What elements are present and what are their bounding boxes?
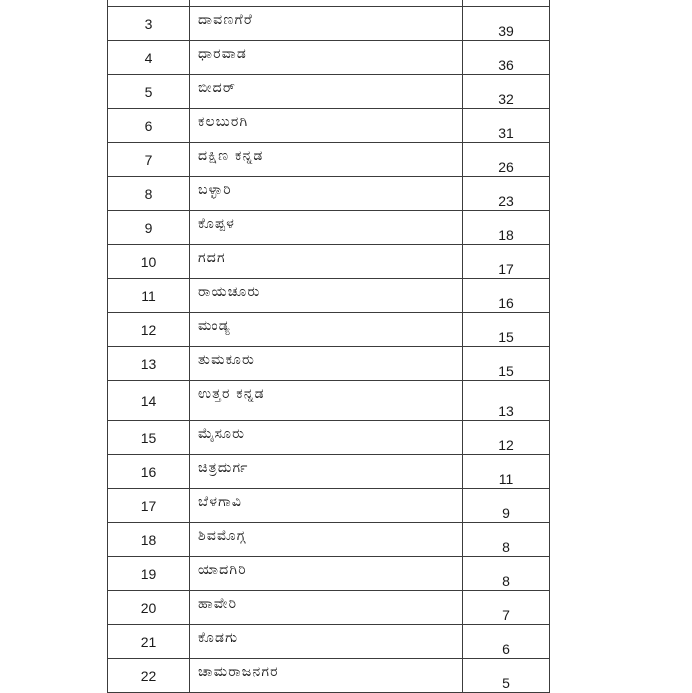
table-row: [108, 625, 550, 659]
count-cell: 8: [463, 557, 550, 591]
table-row: [108, 313, 550, 347]
district-name-cell: ದಕ್ಷಿಣ ಕನ್ನಡ: [190, 143, 463, 177]
serial-number-cell: 22: [108, 659, 190, 693]
serial-number-cell: 3: [108, 7, 190, 41]
serial-number-cell: 14: [108, 381, 190, 421]
district-name-cell: ದಾವಣಗೆರೆ: [190, 7, 463, 41]
count-cell: 8: [463, 523, 550, 557]
serial-number-cell: 18: [108, 523, 190, 557]
table-row: [108, 455, 550, 489]
count-cell: 12: [463, 421, 550, 455]
table-row: [108, 347, 550, 381]
table-row: [108, 489, 550, 523]
count-cell: 36: [463, 41, 550, 75]
serial-number-cell: 20: [108, 591, 190, 625]
table-row: [108, 381, 550, 421]
district-name-cell: ಯಾದಗಿರಿ: [190, 557, 463, 591]
district-name-cell: ಬೀದರ್: [190, 75, 463, 109]
district-name-cell: ಮೈಸೂರು: [190, 421, 463, 455]
district-name-cell: ಚಾಮರಾಜನಗರ: [190, 659, 463, 693]
serial-number-cell: 5: [108, 75, 190, 109]
district-name-cell: ಕೊಡಗು: [190, 625, 463, 659]
count-cell: 26: [463, 143, 550, 177]
district-name-cell: ಗದಗ: [190, 245, 463, 279]
table-row: [108, 109, 550, 143]
count-cell: 6: [463, 625, 550, 659]
district-name-cell: ಉತ್ತರ ಕನ್ನಡ: [190, 381, 463, 421]
count-cell: 32: [463, 75, 550, 109]
serial-number-cell: 17: [108, 489, 190, 523]
serial-number-cell: 12: [108, 313, 190, 347]
count-cell: 31: [463, 109, 550, 143]
serial-number-cell: 15: [108, 421, 190, 455]
table-row: [108, 211, 550, 245]
table-row: [108, 557, 550, 591]
district-name-cell: ಕೊಪ್ಪಳ: [190, 211, 463, 245]
table-row: [108, 421, 550, 455]
district-name-cell: ಚಿತ್ರದುರ್ಗ: [190, 455, 463, 489]
count-cell: 13: [463, 381, 550, 421]
table-row: [108, 177, 550, 211]
table-body: [108, 0, 550, 693]
district-name-cell: ಧಾರವಾಡ: [190, 41, 463, 75]
count-cell: 23: [463, 177, 550, 211]
count-cell: 9: [463, 489, 550, 523]
count-cell: 17: [463, 245, 550, 279]
serial-number-cell: 9: [108, 211, 190, 245]
table-row: [108, 591, 550, 625]
count-cell: 18: [463, 211, 550, 245]
district-name-cell: ಕಲಬುರಗಿ: [190, 109, 463, 143]
district-name-cell: ತುಮಕೂರು: [190, 347, 463, 381]
table-row: [108, 143, 550, 177]
district-name-cell: ಶಿವಮೊಗ್ಗ: [190, 523, 463, 557]
count-cell: 5: [463, 659, 550, 693]
serial-number-cell: 8: [108, 177, 190, 211]
table-row: [108, 75, 550, 109]
district-name-cell: ಬೆಳಗಾವಿ: [190, 489, 463, 523]
serial-number-cell: 13: [108, 347, 190, 381]
district-count-table: [107, 0, 550, 693]
district-name-cell: ಬಳ್ಳಾರಿ: [190, 177, 463, 211]
count-cell: 15: [463, 313, 550, 347]
table-row: [108, 659, 550, 693]
serial-number-cell: 21: [108, 625, 190, 659]
count-cell: 39: [463, 7, 550, 41]
table-row: [108, 523, 550, 557]
serial-number-cell: 11: [108, 279, 190, 313]
table-row: [108, 279, 550, 313]
count-cell: 11: [463, 455, 550, 489]
district-name-cell: ಹಾವೇರಿ: [190, 591, 463, 625]
district-name-cell: ರಾಯಚೂರು: [190, 279, 463, 313]
table-row: [108, 7, 550, 41]
district-name-cell: ಮಂಡ್ಯ: [190, 313, 463, 347]
serial-number-cell: 10: [108, 245, 190, 279]
table-row: [108, 41, 550, 75]
count-cell: 15: [463, 347, 550, 381]
serial-number-cell: 6: [108, 109, 190, 143]
serial-number-cell: 4: [108, 41, 190, 75]
serial-number-cell: 7: [108, 143, 190, 177]
serial-number-cell: 19: [108, 557, 190, 591]
table-row: [108, 245, 550, 279]
count-cell: 16: [463, 279, 550, 313]
serial-number-cell: 16: [108, 455, 190, 489]
count-cell: 7: [463, 591, 550, 625]
